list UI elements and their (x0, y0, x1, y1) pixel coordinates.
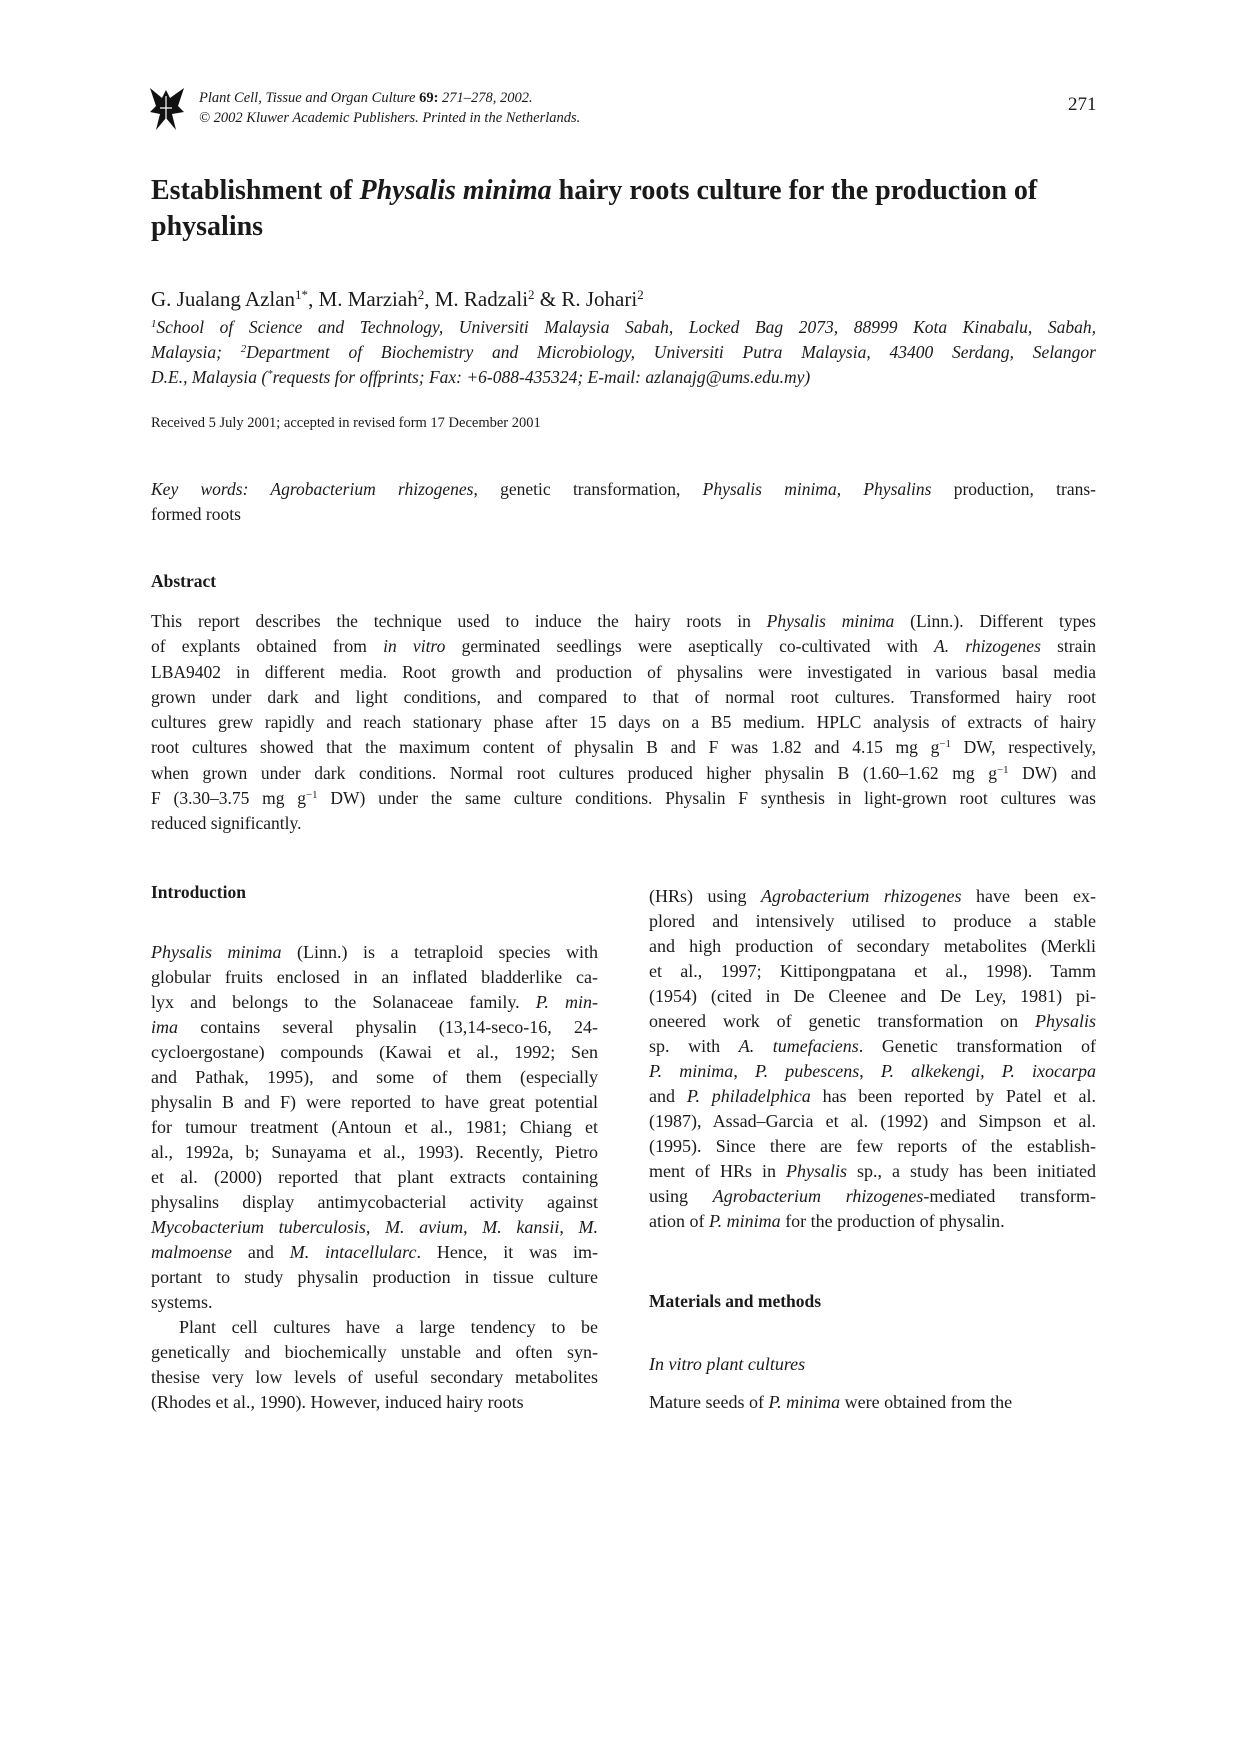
text-run: Malaysia; (151, 342, 241, 362)
text-line (151, 1315, 598, 1340)
text-run: This report describes the technique used to induce the hairy roots in (151, 611, 767, 631)
text-run: LBA9402 in different media. Root growth and production of physalins were investigated in various basal media (151, 661, 1096, 682)
text-line (151, 477, 1096, 502)
text-run: 1 (151, 318, 157, 331)
text-run: et al., 1997; Kittipongpatana et al., 1998). Tamm (649, 961, 1096, 981)
text-run: formed roots (151, 504, 241, 524)
text-run: physalins display antimycobacterial activity against (151, 1192, 598, 1212)
abstract-heading: Abstract (151, 571, 217, 591)
text-run: cultures grew rapidly and reach stationary phase after 15 days on a B5 medium. HPLC analysis of extracts of hairy (151, 712, 1096, 733)
text-run: physalins (151, 211, 264, 242)
text-run: P. minima (709, 1211, 781, 1231)
text-line (649, 909, 1096, 934)
copyright-line (199, 108, 580, 128)
kluwer-logo-icon (150, 86, 184, 132)
text-run: F (3.30–3.75 mg g (151, 788, 307, 809)
text-run: and Pathak, 1995), and some of them (especially (151, 1067, 598, 1087)
text-run: Mycobacterium tuberculosis (151, 1217, 366, 1237)
text-run: School of Science and Technology, Universiti Malaysia Sabah, Locked Bag 2073, 88999 Kota Kinabalu, Sabah, (156, 317, 1096, 337)
text-run: (1987), Assad–Garcia et al. (1992) and Simpson et al. (649, 1111, 1096, 1131)
text-line (649, 984, 1096, 1009)
journal-line (199, 88, 580, 108)
text-line (151, 940, 598, 965)
text-run: Key words: Agrobacterium rhizogenes (151, 479, 474, 499)
text-run: cycloergostane) compounds (Kawai et al., 1992; Sen (151, 1042, 598, 1062)
text-run: −1 (939, 738, 951, 751)
text-line (151, 1140, 598, 1165)
text-run: Physalis (786, 1161, 848, 1181)
text-run: M. avium (385, 1217, 464, 1237)
text-line (649, 884, 1096, 909)
text-line (649, 1109, 1096, 1134)
text-run: , (559, 1217, 579, 1237)
text-run: Establishment of (151, 175, 360, 206)
text-line (151, 660, 1096, 685)
text-run: et al. (2000) reported that plant extracts containing (151, 1167, 598, 1187)
text-line (151, 1240, 598, 1265)
author-list (151, 286, 644, 312)
text-run: sp., a study has been initiated (847, 1161, 1096, 1181)
text-run: Physalis minima (151, 942, 282, 962)
text-run: (Linn.) is a tetraploid species with (281, 942, 599, 962)
text-run: -mediated transform- (923, 1186, 1096, 1206)
text-line (649, 1184, 1096, 1209)
text-line (151, 1340, 598, 1365)
text-run: ima (151, 1017, 178, 1037)
text-run: contains several physalin (13,14-seco-16, 24- (178, 1017, 598, 1037)
text-run: Physalis minima (702, 479, 837, 499)
text-run: Agrobacterium rhizogenes (712, 1186, 924, 1206)
text-run: strain (1040, 636, 1096, 657)
text-run: , M. Radzali (424, 287, 529, 311)
text-line (649, 1134, 1096, 1159)
text-run: (Linn.). Different types (894, 611, 1096, 631)
text-run: , (836, 479, 864, 499)
page-number: 271 (1068, 94, 1097, 115)
text-run: M. kansii (482, 1217, 560, 1237)
text-run: 2 (417, 286, 425, 302)
text-run: DW) and (1008, 762, 1096, 783)
text-run: P. min- (535, 992, 598, 1012)
text-line (151, 1040, 598, 1065)
text-line (151, 1390, 598, 1415)
text-run: 69: (419, 90, 439, 106)
text-run: , (733, 1061, 755, 1081)
publisher-logo (150, 86, 184, 132)
text-run: 2 (240, 343, 247, 356)
text-run: . Genetic transformation of (858, 1036, 1096, 1056)
text-run: in vitro (383, 636, 446, 657)
text-run: D.E., Malaysia ( (151, 367, 268, 387)
text-run: P. minima (768, 1392, 841, 1412)
text-line (151, 1190, 598, 1215)
text-run: globular fruits enclosed in an inflated bladderlike ca- (151, 967, 598, 987)
text-run: al., 1992a, b; Sunayama et al., 1993). Recently, Pietro (151, 1142, 598, 1162)
text-line (151, 1015, 598, 1040)
text-run: Physalis (1035, 1011, 1096, 1031)
text-run: ation of (649, 1211, 709, 1231)
text-run: (1995). Since there are few reports of the establish- (649, 1136, 1096, 1156)
text-run: were obtained from the (840, 1392, 1013, 1412)
text-run: P. philadelphica (686, 1086, 811, 1106)
text-run: and (231, 1242, 290, 1262)
text-run: Physalis minima (359, 175, 552, 206)
text-run: Plant cell cultures have a large tendency to be (179, 1317, 598, 1337)
text-run: using (649, 1186, 713, 1206)
text-line (151, 1365, 598, 1390)
text-run: and high production of secondary metabolites (Merkli (649, 936, 1096, 956)
text-run: hairy roots culture for the production of (551, 175, 1038, 206)
text-line (151, 1090, 598, 1115)
text-line (649, 934, 1096, 959)
text-run: P. pubescens (754, 1061, 860, 1081)
text-line (151, 365, 1096, 390)
text-line (649, 1059, 1096, 1084)
text-run: , M. Marziah (308, 287, 418, 311)
text-line (151, 735, 1096, 760)
text-line (151, 786, 1096, 811)
text-run: has been reported by Patel et al. (810, 1086, 1096, 1106)
text-run: , genetic transformation, (473, 479, 703, 499)
journal-citation (199, 88, 580, 128)
text-run: 2 (528, 286, 535, 302)
materials-methods-heading: Materials and methods (649, 1291, 822, 1311)
text-line (151, 1165, 598, 1190)
abstract-body (151, 609, 1096, 837)
text-run: thesise very low levels of useful secondary metabolites (151, 1367, 598, 1387)
text-run: DW, respectively, (950, 737, 1096, 758)
text-run: ment of HRs in (649, 1161, 787, 1181)
text-run: malmoense (151, 1242, 232, 1262)
text-run: Mature seeds of (649, 1392, 769, 1412)
text-run: −1 (306, 789, 318, 802)
text-line (151, 685, 1096, 710)
text-line (151, 710, 1096, 735)
text-run: when grown under dark conditions. Normal root cultures produced higher physalin B (1.60–1.62 mg g (151, 762, 997, 783)
text-line (151, 811, 1096, 836)
received-dates: Received 5 July 2001; accepted in revised form 17 December 2001 (151, 415, 541, 431)
text-run: , (365, 1217, 386, 1237)
text-run: , (859, 1061, 881, 1081)
text-line (649, 1009, 1096, 1034)
text-run: grown under dark and light conditions, and compared to that of normal root cultures. Transformed hairy root (151, 686, 1096, 707)
text-run: for tumour treatment (Antoun et al., 1981; Chiang et (151, 1117, 598, 1137)
text-run: requests for offprints; Fax: +6-088-435324; E-mail: azlanajg@ums.edu.my) (272, 367, 811, 387)
text-run: 271–278, 2002. (438, 90, 533, 106)
text-run: −1 (996, 763, 1009, 776)
text-run: A. tumefaciens (738, 1036, 859, 1056)
text-line (151, 1115, 598, 1140)
text-run: production, trans- (931, 479, 1097, 499)
text-run: Agrobacterium rhizogenes (761, 886, 962, 906)
text-run: portant to study physalin production in tissue culture (151, 1267, 598, 1287)
text-run: (HRs) using (649, 886, 762, 906)
paper-title (151, 173, 1096, 245)
text-run: Physalins (863, 479, 932, 499)
text-run: . Hence, it was im- (416, 1242, 598, 1262)
text-line (151, 965, 598, 990)
text-run: of explants obtained from (151, 636, 384, 657)
text-run: G. Jualang Azlan (151, 287, 296, 311)
text-run: (1954) (cited in De Cleenee and De Ley, 1981) pi- (649, 986, 1096, 1006)
text-run: , (463, 1217, 483, 1237)
text-run: genetically and biochemically unstable and often syn- (151, 1342, 598, 1362)
text-run: reduced significantly. (151, 813, 302, 834)
introduction-paragraph (151, 1315, 598, 1415)
materials-paragraph (649, 1390, 1096, 1415)
introduction-paragraph-continued (649, 884, 1096, 1234)
text-line (151, 1065, 598, 1090)
text-line (151, 1215, 598, 1240)
text-run: M. intacellularc (289, 1242, 417, 1262)
introduction-paragraph (151, 940, 598, 1315)
text-run: © 2002 Kluwer Academic Publishers. Printed in the Netherlands. (199, 110, 581, 126)
text-run: germinated seedlings were aseptically co-cultivated with (445, 636, 935, 657)
text-run: oneered work of genetic transformation on (649, 1011, 1035, 1031)
text-line (151, 502, 1096, 527)
text-run: * (267, 368, 273, 381)
text-run: physalin B and F) were reported to have great potential (151, 1092, 598, 1112)
text-line (151, 315, 1096, 340)
text-line (151, 990, 598, 1015)
text-run: sp. with (649, 1036, 739, 1056)
text-line (649, 1209, 1096, 1234)
text-line (649, 1084, 1096, 1109)
text-line (649, 1034, 1096, 1059)
text-run: Physalis minima (766, 611, 895, 631)
text-line (649, 1390, 1096, 1415)
text-line (151, 609, 1096, 634)
text-line (649, 959, 1096, 984)
text-line (151, 761, 1096, 786)
text-run: plored and intensively utilised to produce a stable (649, 911, 1096, 931)
in-vitro-subheading: In vitro plant cultures (649, 1354, 806, 1374)
text-line (151, 1265, 598, 1290)
text-run: 1* (295, 286, 309, 302)
text-run: for the production of physalin. (780, 1211, 1005, 1231)
keywords (151, 477, 1096, 527)
text-run: DW) under the same culture conditions. Physalin F synthesis in light-grown root cultures was (317, 788, 1096, 809)
text-run: Department of Biochemistry and Microbiology, Universiti Putra Malaysia, 43400 Serdang, Selangor (246, 342, 1096, 362)
text-line (151, 209, 1096, 245)
text-run: systems. (151, 1292, 213, 1312)
affiliations (151, 315, 1096, 390)
text-line (151, 634, 1096, 659)
text-line (649, 1159, 1096, 1184)
introduction-heading: Introduction (151, 882, 246, 902)
text-run: have been ex- (961, 886, 1096, 906)
text-run: (Rhodes et al., 1990). However, induced hairy roots (151, 1392, 524, 1412)
text-run: P. alkekengi, P. ixocarpa (880, 1061, 1097, 1081)
text-run: & R. Johari (534, 287, 638, 311)
text-line (151, 173, 1096, 209)
text-run: root cultures showed that the maximum content of physalin B and F was 1.82 and 4.15 mg g (151, 737, 940, 758)
text-line (151, 340, 1096, 365)
text-line (151, 1290, 598, 1315)
text-run: M. (578, 1217, 599, 1237)
text-run: P. minima (649, 1061, 734, 1081)
text-run: lyx and belongs to the Solanaceae family. (151, 992, 536, 1012)
text-run: A. rhizogenes (934, 636, 1041, 657)
text-run: and (649, 1086, 687, 1106)
text-run: 2 (637, 286, 644, 302)
text-run: Plant Cell, Tissue and Organ Culture (199, 90, 420, 106)
